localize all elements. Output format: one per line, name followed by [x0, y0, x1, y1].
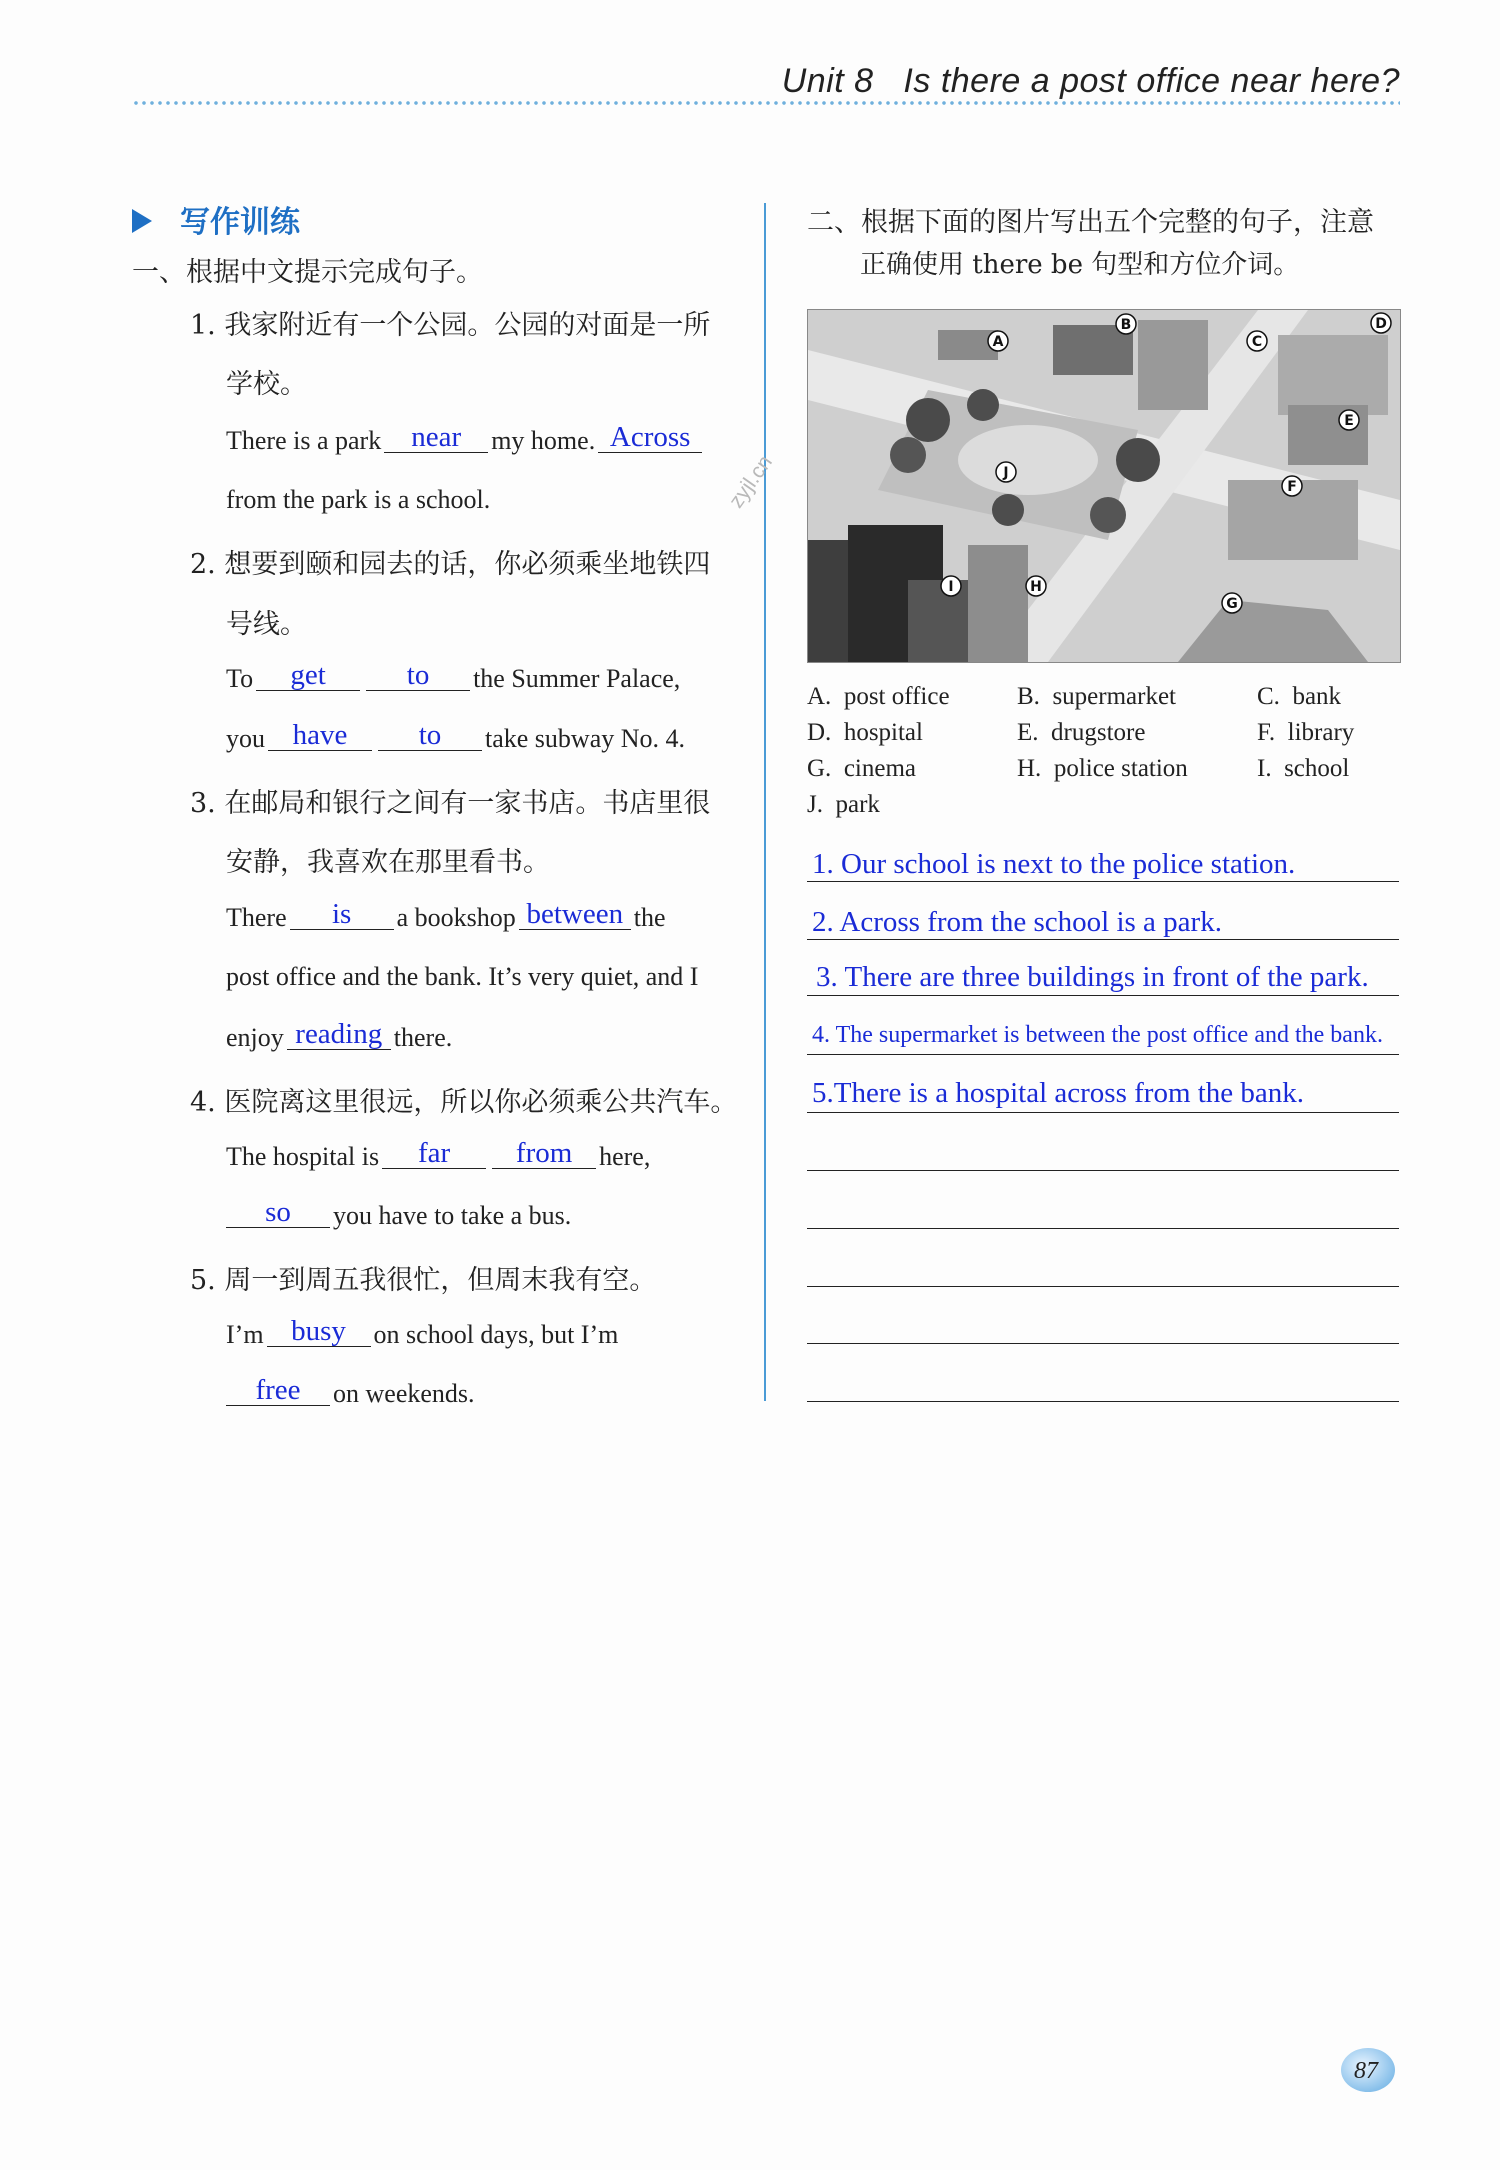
q3-text: there.	[393, 1023, 453, 1052]
q2-text: you	[226, 724, 265, 753]
option-name: police station	[1053, 755, 1188, 782]
option-name: post office	[843, 683, 950, 710]
q3-chinese-line2: 安静，我喜欢在那里看书。	[226, 847, 550, 878]
answer-sentence-3[interactable]: 3. There are three buildings in front of the park.	[816, 961, 1369, 993]
page-number-bubble-icon	[1338, 2045, 1398, 2095]
q5-blank-1[interactable]: busy	[267, 1316, 371, 1347]
q2-text: the Summer Palace,	[473, 664, 681, 693]
map-label: D	[1375, 316, 1387, 332]
part2-instruction-line1: 二、根据下面的图片写出五个完整的句子，注意	[807, 207, 1374, 238]
option-key: C.	[1257, 683, 1280, 710]
answer-sentence-2[interactable]: 2. Across from the school is a park.	[812, 906, 1222, 938]
option-key: G.	[807, 755, 832, 782]
q5-english-line2	[226, 1374, 475, 1409]
option-name: supermarket	[1052, 683, 1176, 710]
map-label: F	[1287, 479, 1297, 495]
map-label: B	[1120, 317, 1132, 333]
q3-text: enjoy	[226, 1023, 284, 1052]
answer-line	[807, 1054, 1399, 1055]
option-b	[1017, 683, 1176, 711]
unit-title: Is there a post office near here?	[903, 62, 1400, 100]
option-g	[807, 755, 916, 783]
q3-blank-1[interactable]: is	[290, 899, 394, 930]
section-heading	[132, 197, 300, 241]
q3-english-line3	[226, 1018, 453, 1053]
option-name: bank	[1292, 683, 1342, 710]
map-label: I	[948, 579, 954, 595]
town-map-drawing	[808, 310, 1400, 662]
q2-english-line1	[226, 659, 681, 694]
option-name: cinema	[843, 755, 916, 782]
q1-english-line2: from the park is a school.	[226, 485, 491, 514]
q1-text: my home.	[491, 426, 596, 455]
option-key: E.	[1017, 719, 1039, 746]
page-number-badge	[1338, 2045, 1398, 2095]
option-key: D.	[807, 719, 832, 746]
q2-english-line2	[226, 719, 686, 754]
option-name: school	[1284, 755, 1350, 782]
q4-blank-1[interactable]: far	[382, 1138, 486, 1169]
q4-chinese-line1: 4. 医院离这里很远，所以你必须乘公共汽车。	[190, 1087, 738, 1118]
q4-blank-2[interactable]: from	[492, 1138, 596, 1169]
q3-text: There	[226, 903, 287, 932]
answer-line	[807, 1286, 1399, 1287]
option-name: library	[1287, 719, 1355, 746]
option-h	[1017, 755, 1188, 783]
unit-label: Unit 8	[781, 62, 874, 100]
q4-english-line1	[226, 1137, 651, 1172]
q2-blank-3[interactable]: have	[268, 720, 372, 751]
option-a	[807, 683, 950, 711]
column-divider	[764, 203, 766, 1401]
map-label: C	[1251, 334, 1263, 350]
q4-text: you have to take a bus.	[333, 1201, 572, 1230]
map-label: H	[1030, 579, 1042, 595]
part1-instruction: 一、根据中文提示完成句子。	[132, 257, 483, 288]
option-key: H.	[1017, 755, 1042, 782]
q3-blank-3[interactable]: reading	[287, 1019, 391, 1050]
q1-english-line1	[226, 421, 705, 456]
q2-blank-2[interactable]: to	[366, 660, 470, 691]
q5-text: on school days, but I’m	[373, 1320, 619, 1349]
answer-line	[807, 995, 1399, 996]
q3-chinese-line1: 3. 在邮局和银行之间有一家书店。书店里很	[190, 788, 711, 819]
q2-text: To	[226, 664, 254, 693]
q3-english-line1	[226, 898, 666, 933]
q4-english-line2	[226, 1196, 572, 1231]
option-key: A.	[807, 683, 832, 710]
part2-instruction-line2: 正确使用 there be 句型和方位介词。	[860, 250, 1300, 280]
answer-line	[807, 1228, 1399, 1229]
option-f	[1257, 719, 1354, 747]
option-c	[1257, 683, 1341, 711]
option-name: drugstore	[1051, 719, 1146, 746]
option-d	[807, 719, 923, 747]
option-e	[1017, 719, 1145, 747]
watermark: zyjl.cn	[724, 451, 777, 513]
answer-sentence-4[interactable]: 4. The supermarket is between the post office and the bank.	[812, 1022, 1383, 1048]
q4-text: here,	[599, 1142, 651, 1171]
section-heading-text: 写作训练	[180, 205, 300, 240]
option-key: I.	[1257, 755, 1272, 782]
answer-line	[807, 1112, 1399, 1113]
q5-text: I’m	[226, 1320, 264, 1349]
option-j	[807, 791, 880, 819]
answer-sentence-5[interactable]: 5.There is a hospital across from the bank.	[812, 1077, 1305, 1109]
q2-chinese-line1: 2. 想要到颐和园去的话，你必须乘坐地铁四	[190, 549, 711, 580]
page-header	[782, 62, 1400, 101]
q5-english-line1	[226, 1315, 619, 1350]
option-key: B.	[1017, 683, 1040, 710]
map-label: A	[992, 334, 1004, 350]
q2-text: take subway No. 4.	[485, 724, 686, 753]
option-name: park	[835, 791, 880, 818]
answer-line	[807, 939, 1399, 940]
answer-line	[807, 1170, 1399, 1171]
q1-text: There is a park	[226, 426, 382, 455]
answer-line	[807, 881, 1399, 882]
answer-line	[807, 1343, 1399, 1344]
q4-blank-3[interactable]: so	[226, 1197, 330, 1228]
q1-blank-1[interactable]: near	[384, 422, 488, 453]
q2-chinese-line2: 号线。	[226, 609, 307, 640]
q2-blank-1[interactable]: get	[256, 660, 360, 691]
option-key: F.	[1257, 719, 1276, 746]
answer-sentence-1[interactable]: 1. Our school is next to the police station.	[812, 848, 1296, 880]
map-label: J	[1003, 465, 1009, 481]
q5-blank-2[interactable]: free	[226, 1375, 330, 1406]
q5-text: on weekends.	[333, 1379, 475, 1408]
town-map-illustration	[807, 309, 1401, 663]
option-key: J.	[807, 791, 823, 818]
header-dotted-rule	[132, 100, 1400, 106]
option-name: hospital	[843, 719, 923, 746]
q3-english-line2: post office and the bank. It’s very quiet, and I	[226, 962, 699, 991]
option-i	[1257, 755, 1349, 783]
q1-blank-2[interactable]: Across	[598, 422, 702, 453]
map-label: E	[1344, 413, 1354, 429]
q1-chinese-line1: 1. 我家附近有一个公园。公园的对面是一所	[190, 310, 711, 341]
map-label: G	[1226, 596, 1238, 612]
q3-blank-2[interactable]: between	[519, 899, 631, 930]
q5-chinese-line1: 5. 周一到周五我很忙，但周末我有空。	[190, 1265, 657, 1296]
q3-text: the	[633, 903, 666, 932]
q4-text: The hospital is	[226, 1142, 380, 1171]
q1-chinese-line2: 学校。	[226, 369, 307, 400]
page-number: 87	[1354, 2058, 1378, 2084]
triangle-bullet-icon	[132, 209, 152, 233]
q2-blank-4[interactable]: to	[378, 720, 482, 751]
answer-line	[807, 1401, 1399, 1402]
q3-text: a bookshop	[396, 903, 516, 932]
